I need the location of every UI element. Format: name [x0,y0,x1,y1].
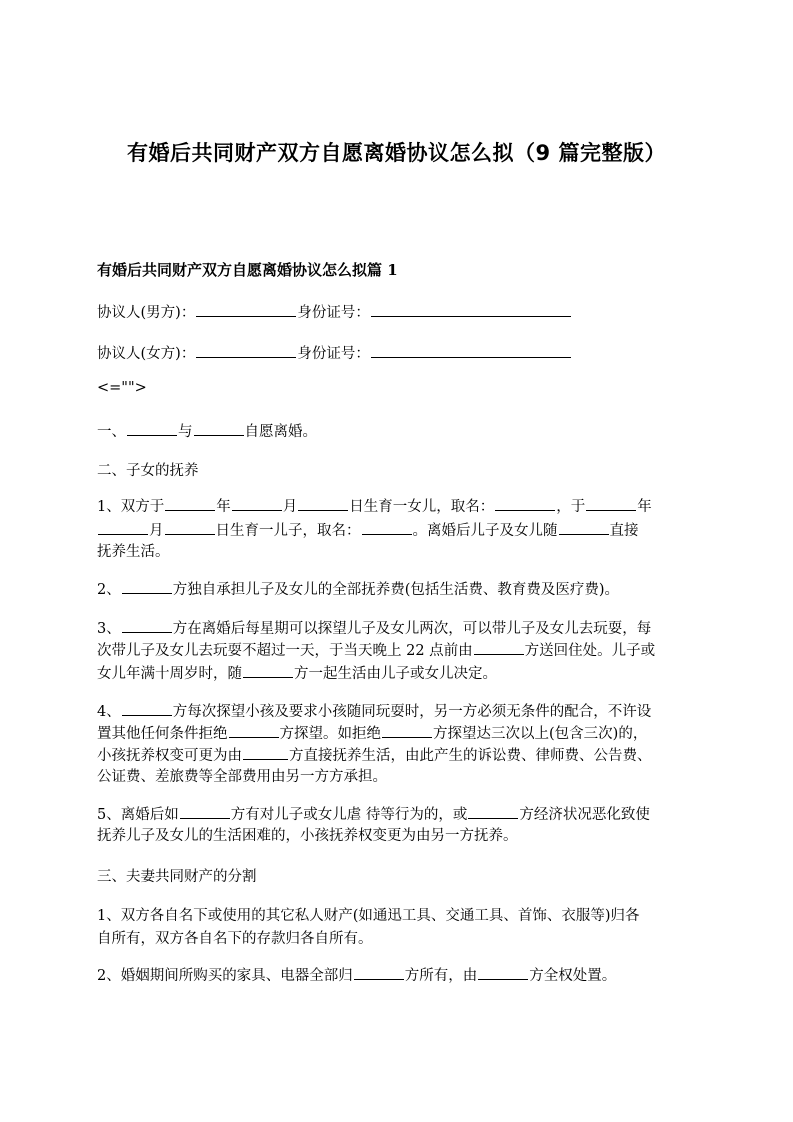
item-4-text: 4、 [97,704,121,720]
item-4-blank[interactable] [122,700,172,716]
item-3-blank[interactable] [122,617,172,633]
prop-2-text: 方全权处置。 [529,968,617,984]
item-5-text: 方有对儿子或女儿虐 待等行为的，或 [230,807,468,823]
document-title: 有婚后共同财产双方自愿离婚协议怎么拟（9 篇完整版） [127,141,666,165]
item-4-line-4: 公证费、差旅费等全部费用由另一方方承担。 [97,769,387,785]
item-3-blank[interactable] [243,662,293,678]
party-female-label: 协议人(女方)： [97,346,196,362]
item-3-text: 方在离婚后每星期可以探望儿子及女儿两次，可以带儿子及女儿去玩耍，每 [172,621,652,637]
stray-text: <=""> [97,380,147,396]
party-female-id-blank[interactable] [371,342,571,358]
item-1-blank[interactable] [165,495,215,511]
item-5-text: 方经济状况恶化致使 [519,807,650,823]
party-male-id-label: 身份证号： [297,305,370,321]
clause-1-blank-a[interactable] [127,420,177,436]
item-4-blank[interactable] [229,722,279,738]
item-1-text: 日生育一女儿，取名： [349,499,495,515]
item-4-line-3 [97,744,707,767]
item-1-text: ，于 [556,499,586,515]
item-4-line-1 [97,700,707,723]
party-male-id-blank[interactable] [371,301,571,317]
prop-1-line-1: 1、双方各自名下或使用的其它私人财产(如通迅工具、交通工具、首饰、衣服等)归各 [97,908,640,924]
item-3-text: 方一起生活由儿子或女儿决定。 [294,666,497,682]
item-1-blank[interactable] [232,495,282,511]
clause-1 [97,420,707,443]
party-male-line [97,301,707,324]
item-4-text: 小孩抚养权变可更为由 [97,748,242,764]
clause-2-heading: 二、子女的抚养 [97,463,199,479]
prop-2-text: 2、婚姻期间所购买的家具、电器全部归 [97,968,353,984]
clause-1-text: 与 [178,424,193,440]
item-5-blank[interactable] [468,803,518,819]
item-2-blank[interactable] [122,578,172,594]
item-3-blank[interactable] [474,639,524,655]
item-3-line-2 [97,639,707,662]
item-3-text: 3、 [97,621,121,637]
item-1-text: 直接 [609,523,639,539]
item-1-text: 年 [637,499,652,515]
item-4-blank[interactable] [243,744,288,760]
item-2 [97,578,707,601]
clause-3-heading: 三、夫妻共同财产的分割 [97,869,257,885]
prop-1-line-2: 自所有，双方各自名下的存款归各自所有。 [97,931,373,947]
item-3-text: 女儿年满十周岁时，随 [97,666,242,682]
section-heading: 有婚后共同财产双方自愿离婚协议怎么拟篇 1 [97,261,398,279]
item-1-text: 年 [216,499,231,515]
item-5-text: 5、离婚后如 [97,807,179,823]
item-3-text: 次带儿子及女儿去玩耍不超过一天，于当天晚上 22 点前由 [97,643,473,659]
party-female-name-blank[interactable] [196,342,296,358]
item-1-blank[interactable] [165,519,215,535]
item-4-blank[interactable] [382,722,432,738]
item-4-line-2 [97,722,707,745]
item-4-text: 方探望达三次以上(包含三次)的， [433,726,648,742]
clause-1-blank-b[interactable] [194,420,244,436]
item-1-blank[interactable] [98,519,148,535]
item-1-text: 1、双方于 [97,499,165,515]
clause-1-text: 一、 [97,424,126,440]
item-1-text: 月 [149,523,164,539]
prop-2-blank[interactable] [478,964,528,980]
item-1-blank[interactable] [298,495,348,511]
item-3-text: 方送回住处。儿子或 [524,643,656,659]
item-5-line-1 [97,803,707,826]
item-1-blank[interactable] [586,495,636,511]
prop-2 [97,964,707,987]
item-1-line-1 [97,495,707,518]
item-3-line-1 [97,617,707,640]
item-4-text: 置其他任何条件拒绝 [97,726,228,742]
party-male-name-blank[interactable] [196,301,296,317]
item-2-text: 2、 [97,582,121,598]
prop-2-text: 方所有，由 [404,968,478,984]
item-1-text: 。离婚后儿子及女儿随 [412,523,558,539]
item-1-blank[interactable] [559,519,609,535]
item-1-text: 日生育一儿子，取名： [215,523,361,539]
item-4-text: 方直接抚养生活，由此产生的诉讼费、律师费、公告费、 [289,748,652,764]
party-male-label: 协议人(男方)： [97,305,196,321]
item-4-text: 方每次探望小孩及要求小孩随同玩耍时，另一方必须无条件的配合，不许设 [172,704,652,720]
item-1-blank[interactable] [495,495,555,511]
item-1-text: 月 [282,499,298,515]
item-5-line-2: 抚养儿子及女儿的生活困难的，小孩抚养权变更为由另一方抚养。 [97,828,518,844]
item-4-text: 方探望。如拒绝 [279,726,381,742]
item-1-blank[interactable] [362,519,412,535]
item-1-line-3: 抚养生活。 [97,544,170,560]
item-2-text: 方独自承担儿子及女儿的全部抚养费(包括生活费、教育费及医疗费)。 [172,582,620,598]
item-5-blank[interactable] [180,803,230,819]
clause-1-text: 自愿离婚。 [244,424,317,440]
party-female-line [97,342,707,365]
party-female-id-label: 身份证号： [297,346,370,362]
item-1-line-2 [97,519,707,542]
prop-2-blank[interactable] [354,964,404,980]
item-3-line-3 [97,662,707,685]
